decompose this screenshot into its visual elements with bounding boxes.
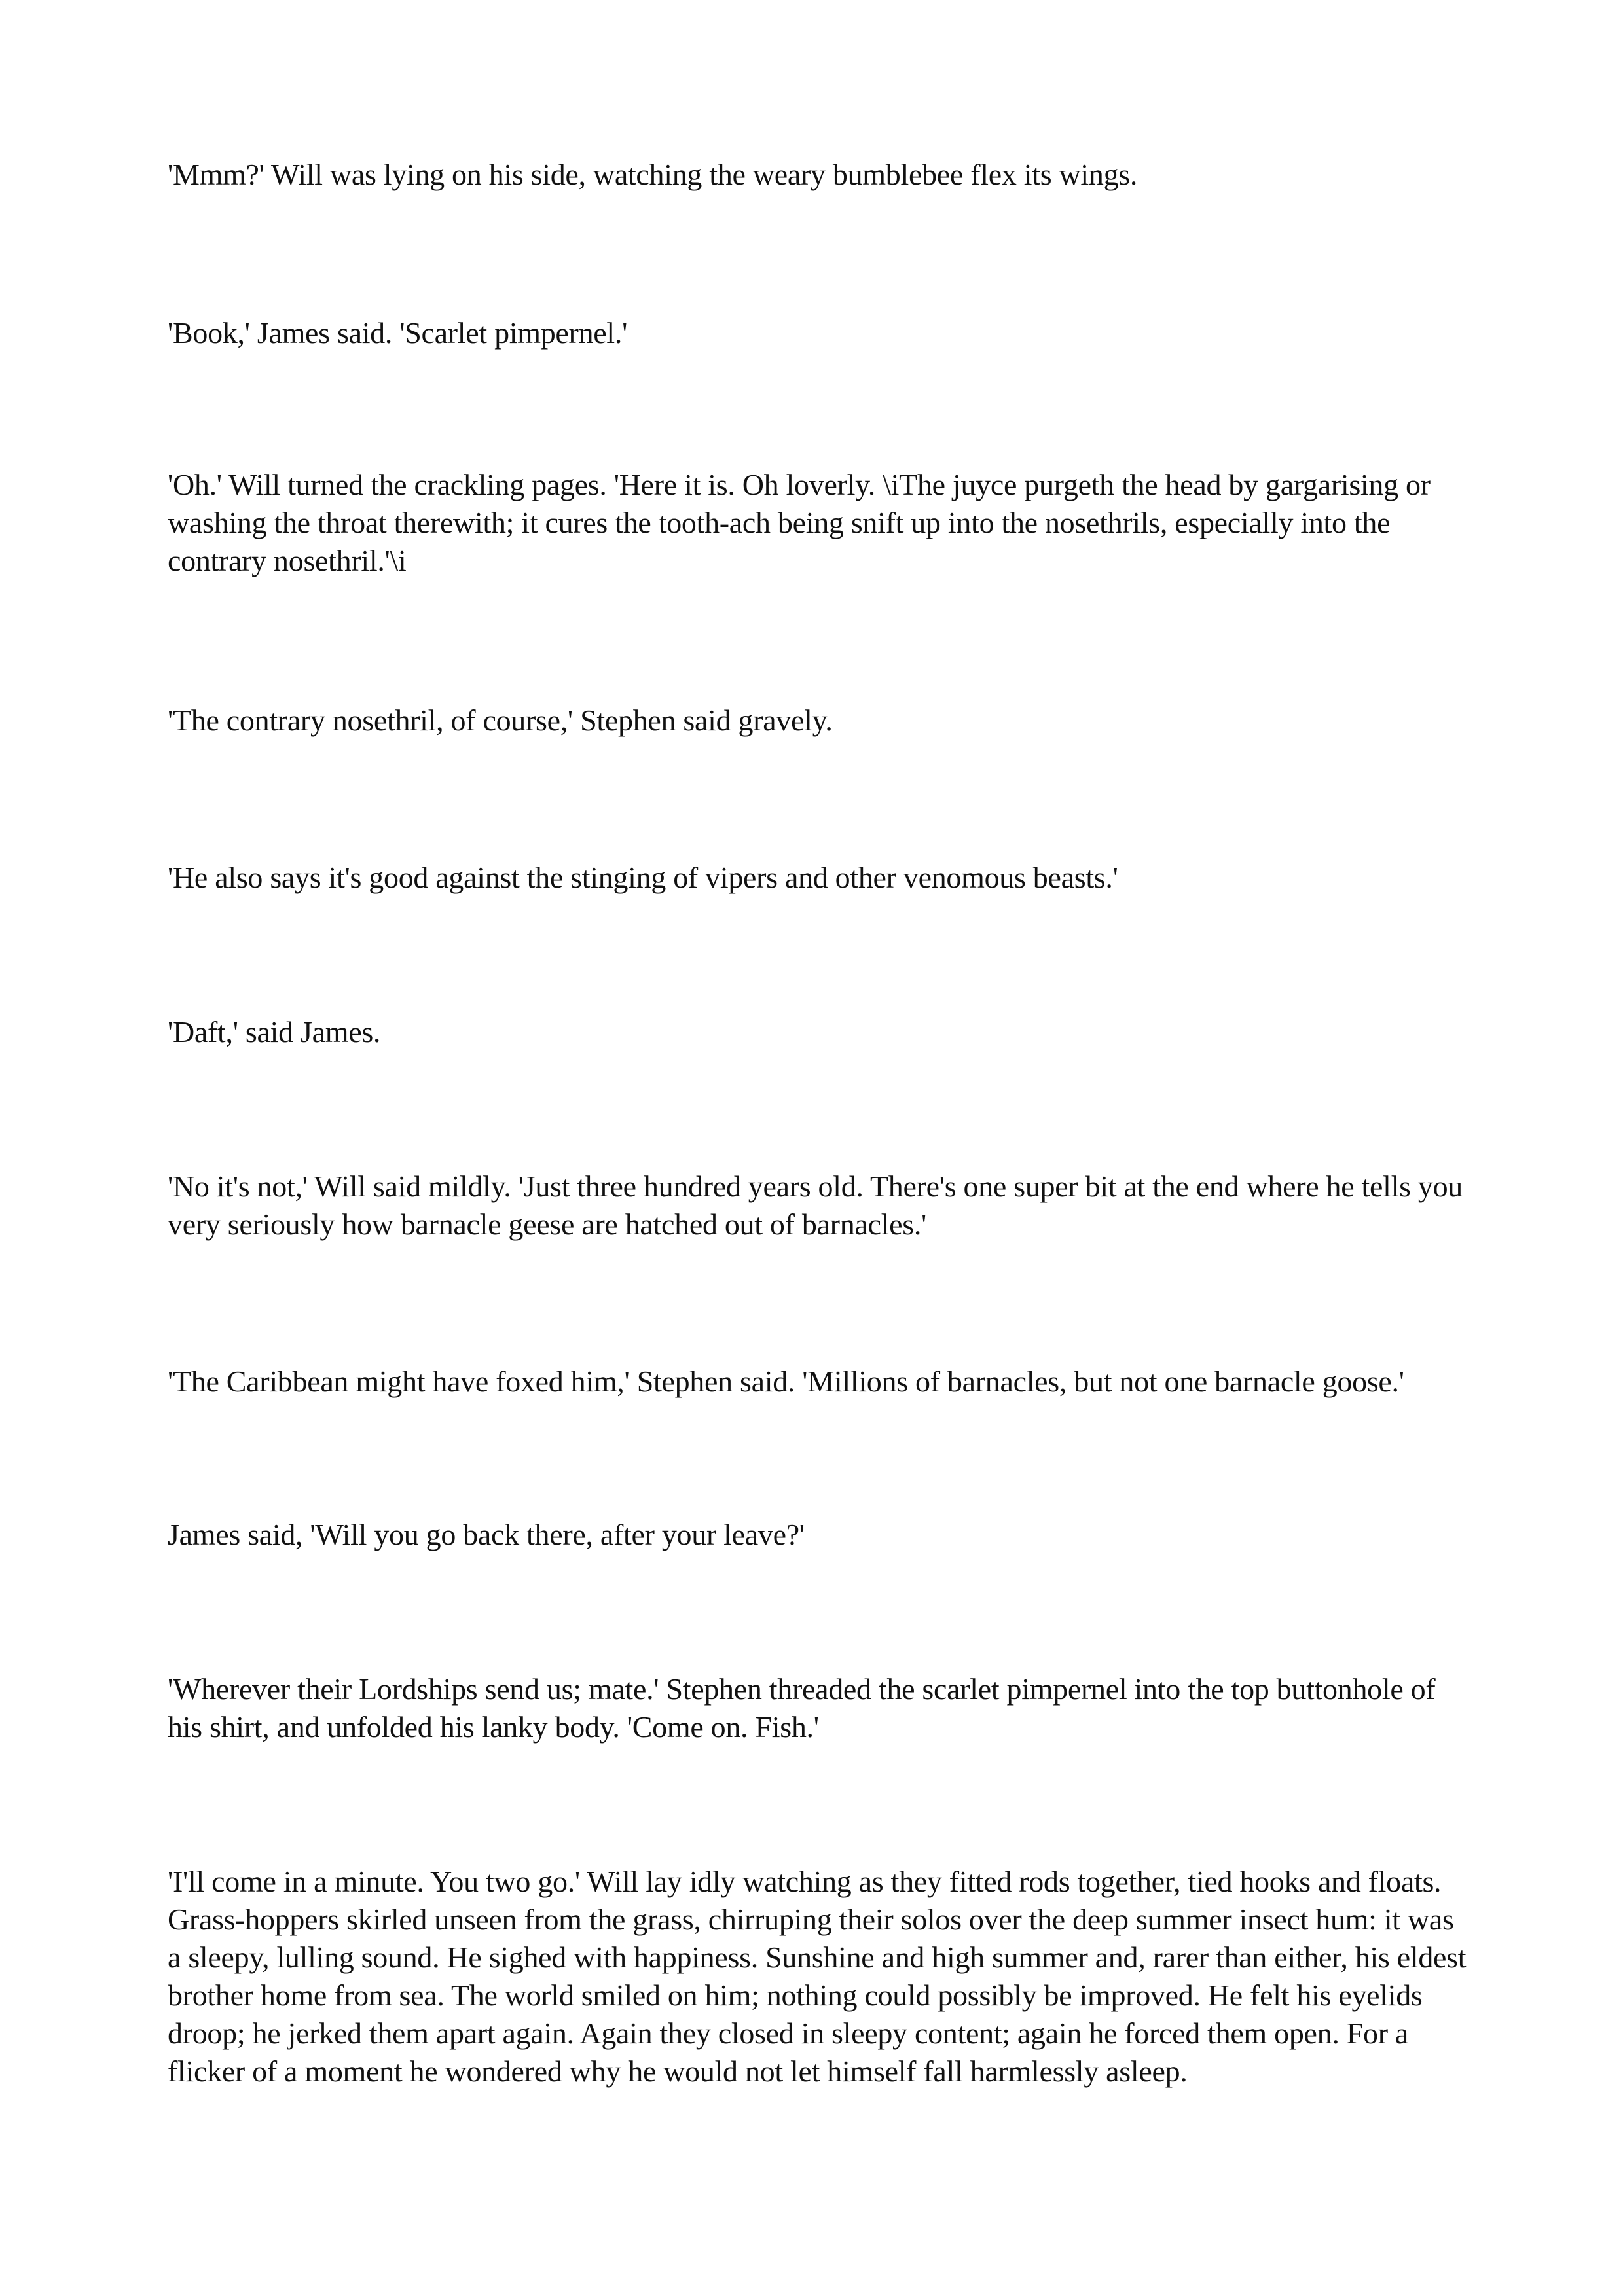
paragraph-10: 'Wherever their Lordships send us; mate.' Stephen threaded the scarlet pimpernel into the top buttonhole of his shirt, and unfolded his lanky body. 'Come on. Fish.' xyxy=(168,1672,1436,1744)
paragraph-5: 'He also says it's good against the stinging of vipers and other venomous beasts.' xyxy=(168,861,1118,894)
paragraph-11: 'I'll come in a minute. You two go.' Will lay idly watching as they fitted rods together, tied hooks and floats. Grass-hoppers skirled unseen from the grass, chirruping their solos over the deep summer insect hum: it was a sleepy, lulling sound. He sighed with happiness. Sunshine and high summer and, rarer than either, his eldest brother home from sea. The world smiled on him; nothing could possibly be improved. He felt his eyelids droop; he jerked them apart again. Again they closed in sleepy content; again he forced them open. For a flicker of a moment he wondered why he would not let himself fall harmlessly asleep. xyxy=(168,1865,1467,2088)
paragraph-6: 'Daft,' said James. xyxy=(168,1015,381,1049)
paragraph-7: 'No it's not,' Will said mildly. 'Just three hundred years old. There's one super bit at the end where he tells you very seriously how barnacle geese are hatched out of barnacles.' xyxy=(168,1170,1463,1241)
paragraph-8: 'The Caribbean might have foxed him,' Stephen said. 'Millions of barnacles, but not one barnacle goose.' xyxy=(168,1365,1404,1398)
paragraph-1: 'Mmm?' Will was lying on his side, watching the weary bumblebee flex its wings. xyxy=(168,158,1138,191)
paragraph-3: 'Oh.' Will turned the crackling pages. 'Here it is. Oh loverly. \iThe juyce purgeth the head by gargarising or washing the throat therewith; it cures the tooth-ach being snift up into the nosethrils, especially into the contrary nosethril.'\i xyxy=(168,468,1431,577)
paragraph-4: 'The contrary nosethril, of course,' Stephen said gravely. xyxy=(168,704,833,737)
paragraph-2: 'Book,' James said. 'Scarlet pimpernel.' xyxy=(168,316,628,350)
paragraph-9: James said, 'Will you go back there, after your leave?' xyxy=(168,1518,805,1551)
